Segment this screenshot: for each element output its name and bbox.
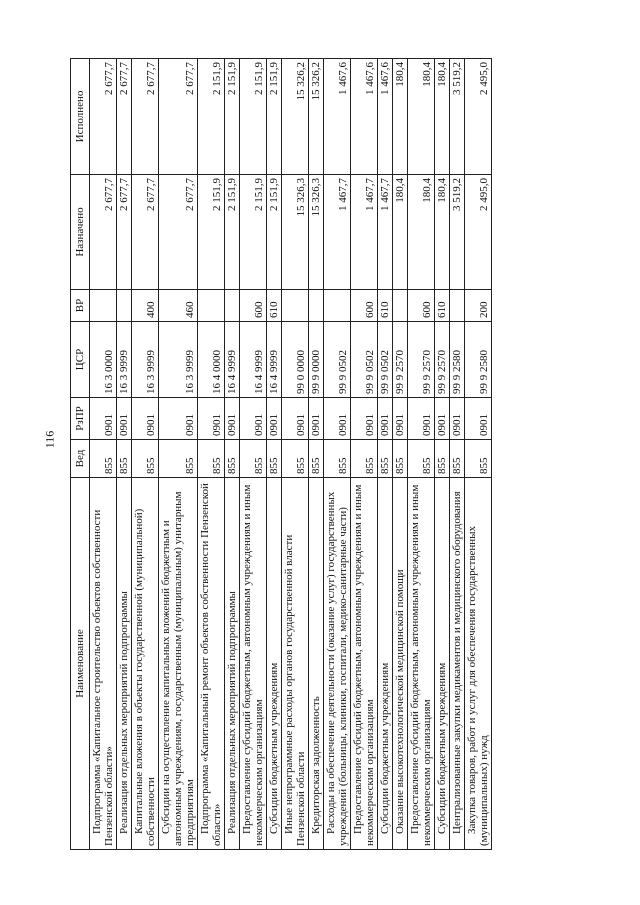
row-assigned: 2 677,7 (117, 175, 132, 290)
row-rzpr: 0901 (159, 398, 198, 440)
table-row (198, 59, 225, 850)
row-vr: 600 (351, 290, 378, 322)
row-rzpr: 0901 (435, 398, 450, 440)
row-vr: 600 (408, 290, 435, 322)
table-row (132, 59, 159, 850)
table-page (70, 59, 612, 850)
row-assigned: 2 151,9 (267, 175, 282, 290)
row-csr: 99 0 0000 (282, 322, 309, 398)
table-row (117, 59, 132, 850)
row-assigned: 1 467,7 (324, 175, 351, 290)
row-assigned: 1 467,7 (351, 175, 378, 290)
row-csr: 16 3 0000 (90, 322, 117, 398)
row-vr (198, 290, 225, 322)
row-assigned: 1 467,7 (378, 175, 393, 290)
row-name: Реализация отдельных мероприятий подпрограммы (225, 478, 240, 850)
row-rzpr: 0901 (378, 398, 393, 440)
row-name: Капитальные вложения в объекты государственной (муниципальной) собственности (132, 478, 159, 850)
table-row (393, 59, 408, 850)
row-vr: 600 (240, 290, 267, 322)
row-rzpr: 0901 (324, 398, 351, 440)
row-ved: 855 (240, 440, 267, 478)
row-executed: 2 151,9 (198, 59, 225, 175)
row-executed: 2 677,7 (117, 59, 132, 175)
row-rzpr: 0901 (267, 398, 282, 440)
row-vr: 610 (378, 290, 393, 322)
row-executed: 2 677,7 (132, 59, 159, 175)
row-rzpr: 0901 (240, 398, 267, 440)
row-executed: 2 495,0 (465, 59, 492, 175)
row-assigned: 3 519,2 (450, 175, 465, 290)
row-csr: 16 3 9999 (159, 322, 198, 398)
row-rzpr: 0901 (90, 398, 117, 440)
row-name: Расходы на обеспечение деятельности (оказание услуг) государственных учреждений (больницы, клиники, госпитали, медико-санитарные части) (324, 478, 351, 850)
row-name: Иные непрограммные расходы органов государственной власти Пензенской области (282, 478, 309, 850)
row-rzpr: 0901 (117, 398, 132, 440)
row-assigned: 2 151,9 (225, 175, 240, 290)
row-executed: 1 467,6 (351, 59, 378, 175)
table-row (309, 59, 324, 850)
table-row (90, 59, 117, 850)
table-row (351, 59, 378, 850)
row-name: Кредиторская задолженность (309, 478, 324, 850)
row-csr: 99 9 2570 (408, 322, 435, 398)
row-csr: 99 9 0000 (309, 322, 324, 398)
row-ved: 855 (351, 440, 378, 478)
row-ved: 855 (393, 440, 408, 478)
row-vr (309, 290, 324, 322)
row-vr: 400 (132, 290, 159, 322)
row-name: Реализация отдельных мероприятий подпрограммы (117, 478, 132, 850)
row-ved: 855 (198, 440, 225, 478)
row-name: Предоставление субсидий бюджетным, автономным учреждениям и иным некоммерческим организациям (408, 478, 435, 850)
row-ved: 855 (309, 440, 324, 478)
row-rzpr: 0901 (132, 398, 159, 440)
row-rzpr: 0901 (282, 398, 309, 440)
row-name: Субсидии на осуществление капитальных вложений бюджетным и автономным учреждениям, государственным (муниципальным) унитарным предприятиям (159, 478, 198, 850)
row-executed: 15 326,2 (282, 59, 309, 175)
row-ved: 855 (117, 440, 132, 478)
row-rzpr: 0901 (309, 398, 324, 440)
row-assigned: 2 495,0 (465, 175, 492, 290)
row-vr (282, 290, 309, 322)
row-name: Закупка товаров, работ и услуг для обеспечения государственных (муниципальных) нужд (465, 478, 492, 850)
row-rzpr: 0901 (450, 398, 465, 440)
row-executed: 15 326,2 (309, 59, 324, 175)
row-ved: 855 (267, 440, 282, 478)
table-body (90, 59, 492, 850)
row-assigned: 2 677,7 (90, 175, 117, 290)
header-ved: Вед (71, 440, 90, 478)
header-vr: ВР (71, 290, 90, 322)
row-assigned: 2 677,7 (132, 175, 159, 290)
row-csr: 99 9 2580 (465, 322, 492, 398)
row-csr: 16 4 0000 (198, 322, 225, 398)
row-ved: 855 (132, 440, 159, 478)
row-vr (225, 290, 240, 322)
table-row (267, 59, 282, 850)
row-ved: 855 (90, 440, 117, 478)
row-csr: 99 9 2570 (435, 322, 450, 398)
row-ved: 855 (225, 440, 240, 478)
table-row (435, 59, 450, 850)
row-executed: 2 677,7 (159, 59, 198, 175)
row-ved: 855 (159, 440, 198, 478)
row-csr: 16 3 9999 (132, 322, 159, 398)
row-csr: 99 9 0502 (351, 322, 378, 398)
page-number: 116 (42, 430, 57, 449)
table-header-row (71, 59, 90, 850)
row-ved: 855 (435, 440, 450, 478)
row-csr: 16 4 9999 (267, 322, 282, 398)
row-executed: 2 151,9 (267, 59, 282, 175)
row-assigned: 180,4 (393, 175, 408, 290)
row-name: Централизованные закупки медикаментов и медицинского оборудования (450, 478, 465, 850)
row-csr: 99 9 0502 (378, 322, 393, 398)
row-ved: 855 (282, 440, 309, 478)
row-ved: 855 (450, 440, 465, 478)
header-csr: ЦСР (71, 322, 90, 398)
row-csr: 16 4 9999 (225, 322, 240, 398)
row-name: Субсидии бюджетным учреждениям (378, 478, 393, 850)
row-rzpr: 0901 (198, 398, 225, 440)
table-row (282, 59, 309, 850)
table-row (450, 59, 465, 850)
row-executed: 1 467,6 (324, 59, 351, 175)
row-rzpr: 0901 (393, 398, 408, 440)
row-vr: 460 (159, 290, 198, 322)
row-assigned: 180,4 (435, 175, 450, 290)
row-name: Подпрограмма «Капитальный ремонт объектов собственности Пензенской области» (198, 478, 225, 850)
table-row (378, 59, 393, 850)
budget-table (70, 58, 492, 850)
row-executed: 3 519,2 (450, 59, 465, 175)
row-ved: 855 (324, 440, 351, 478)
row-name: Субсидии бюджетным учреждениям (267, 478, 282, 850)
row-assigned: 2 151,9 (198, 175, 225, 290)
row-vr: 610 (435, 290, 450, 322)
row-csr: 99 9 0502 (324, 322, 351, 398)
table-row (159, 59, 198, 850)
row-assigned: 15 326,3 (309, 175, 324, 290)
row-rzpr: 0901 (408, 398, 435, 440)
row-name: Субсидии бюджетным учреждениям (435, 478, 450, 850)
row-assigned: 2 151,9 (240, 175, 267, 290)
header-assigned: Назначено (71, 175, 90, 290)
row-vr (90, 290, 117, 322)
row-vr (117, 290, 132, 322)
table-row (225, 59, 240, 850)
row-vr (450, 290, 465, 322)
row-csr: 99 9 2580 (450, 322, 465, 398)
row-name: Предоставление субсидий бюджетным, автономным учреждениям и иным некоммерческим организациям (240, 478, 267, 850)
header-rzpr: РзПР (71, 398, 90, 440)
table-row (408, 59, 435, 850)
rotated-table-container (70, 59, 612, 850)
row-vr: 610 (267, 290, 282, 322)
row-executed: 1 467,6 (378, 59, 393, 175)
row-csr: 99 9 2570 (393, 322, 408, 398)
row-executed: 2 677,7 (90, 59, 117, 175)
row-executed: 180,4 (408, 59, 435, 175)
row-assigned: 180,4 (408, 175, 435, 290)
row-ved: 855 (408, 440, 435, 478)
header-executed: Исполнено (71, 59, 90, 175)
row-rzpr: 0901 (225, 398, 240, 440)
row-ved: 855 (465, 440, 492, 478)
row-executed: 180,4 (393, 59, 408, 175)
row-name: Предоставление субсидий бюджетным, автономным учреждениям и иным некоммерческим организациям (351, 478, 378, 850)
row-csr: 16 4 9999 (240, 322, 267, 398)
row-vr: 200 (465, 290, 492, 322)
row-executed: 2 151,9 (225, 59, 240, 175)
row-ved: 855 (378, 440, 393, 478)
row-vr (393, 290, 408, 322)
row-executed: 180,4 (435, 59, 450, 175)
table-row (465, 59, 492, 850)
row-rzpr: 0901 (351, 398, 378, 440)
row-name: Оказание высокотехнологической медицинской помощи (393, 478, 408, 850)
row-csr: 16 3 9999 (117, 322, 132, 398)
row-vr (324, 290, 351, 322)
row-rzpr: 0901 (465, 398, 492, 440)
row-assigned: 15 326,3 (282, 175, 309, 290)
header-name: Наименование (71, 478, 90, 850)
row-executed: 2 151,9 (240, 59, 267, 175)
row-assigned: 2 677,7 (159, 175, 198, 290)
table-row (324, 59, 351, 850)
row-name: Подпрограмма «Капитальное строительство объектов собственности Пензенской области» (90, 478, 117, 850)
table-row (240, 59, 267, 850)
